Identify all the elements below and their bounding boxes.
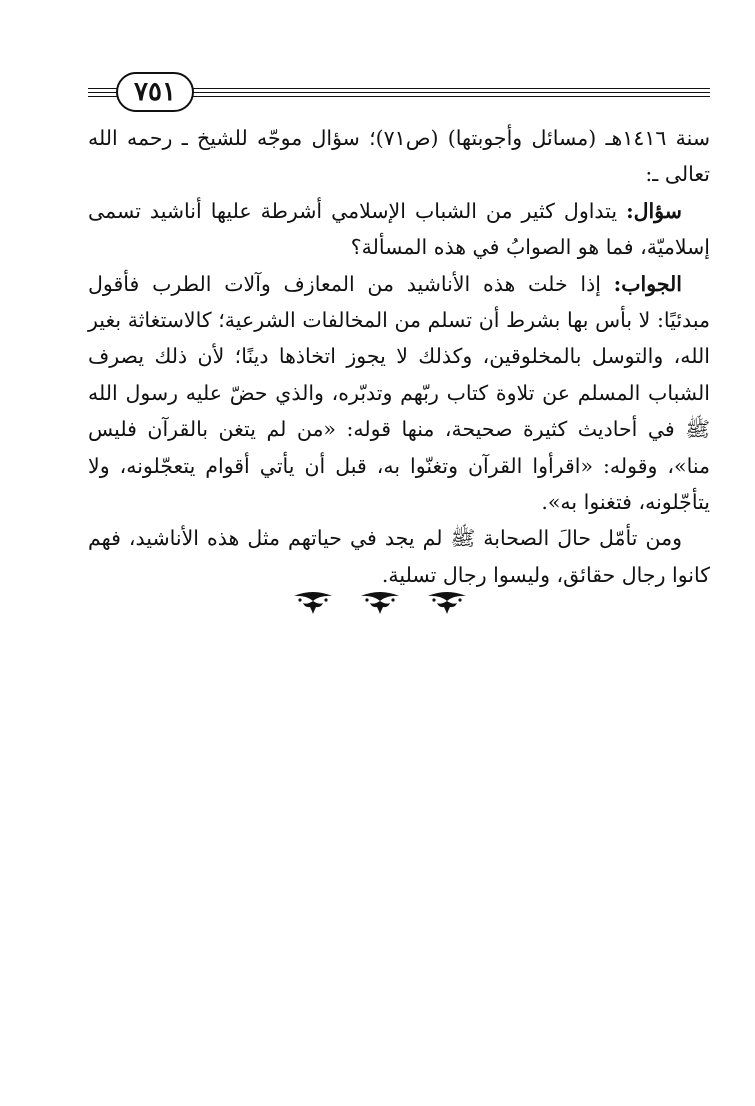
header-rule-middle — [184, 92, 710, 93]
answer-paragraph — [88, 266, 710, 521]
answer-text: إذا خلت هذه الأناشيد من المعازف وآلات الطرب فأقول مبدئيًا: لا بأس بها بشرط أن تسلم من المخالفات الشرعية؛ كالاستغاثة بغير الله، والتوسل بالمخلوقين، وكذلك لا يجوز اتخاذها دينًا؛ لأن ذلك يصرف الشباب المسلم عن تلاوة كتاب ربّهم وتدبّره، والذي حضّ عليه رسول الله ﷺ في أحاديث كثيرة صحيحة، منها قوله: «من لم يتغن بالقرآن فليس منا»، وقوله: «اقرأوا القرآن وتغنّوا به، قبل أن يأتي أقوام يتعجّلونه، ولا يتأجّلونه، فتغنوا به». — [88, 271, 710, 515]
ornament-icon — [424, 589, 470, 615]
page-number: ٧٥١ — [116, 72, 194, 112]
intro-paragraph: سنة ١٤١٦هـ (مسائل وأجوبتها) (ص٧١)؛ سؤال موجّه للشيخ ـ رحمه الله تعالى ـ: — [88, 126, 710, 187]
page-header — [88, 70, 710, 110]
closing-paragraph: ومن تأمّل حالَ الصحابة ﷺ لم يجد في حياتهم مثل هذه الأناشيد، فهم كانوا رجال حقائق، وليسوا رجال تسلية. — [88, 526, 710, 587]
ornament-icon — [290, 589, 336, 615]
header-rule-bottom — [184, 96, 710, 97]
header-rule-top — [184, 88, 710, 89]
header-rule-left-bottom — [88, 96, 118, 97]
question-text: يتداول كثير من الشباب الإسلامي أشرطة عليها أناشيد تسمى إسلاميّة، فما هو الصوابُ في هذه المسألة؟ — [88, 198, 710, 260]
header-rule-left-top — [88, 88, 118, 89]
ornament-icon — [357, 589, 403, 615]
header-rule-left-middle — [88, 92, 118, 93]
question-paragraph — [88, 193, 710, 266]
section-divider-ornaments — [290, 587, 470, 617]
answer-label: الجواب: — [613, 271, 682, 296]
question-label: سؤال: — [626, 198, 682, 223]
page-body — [88, 120, 710, 593]
